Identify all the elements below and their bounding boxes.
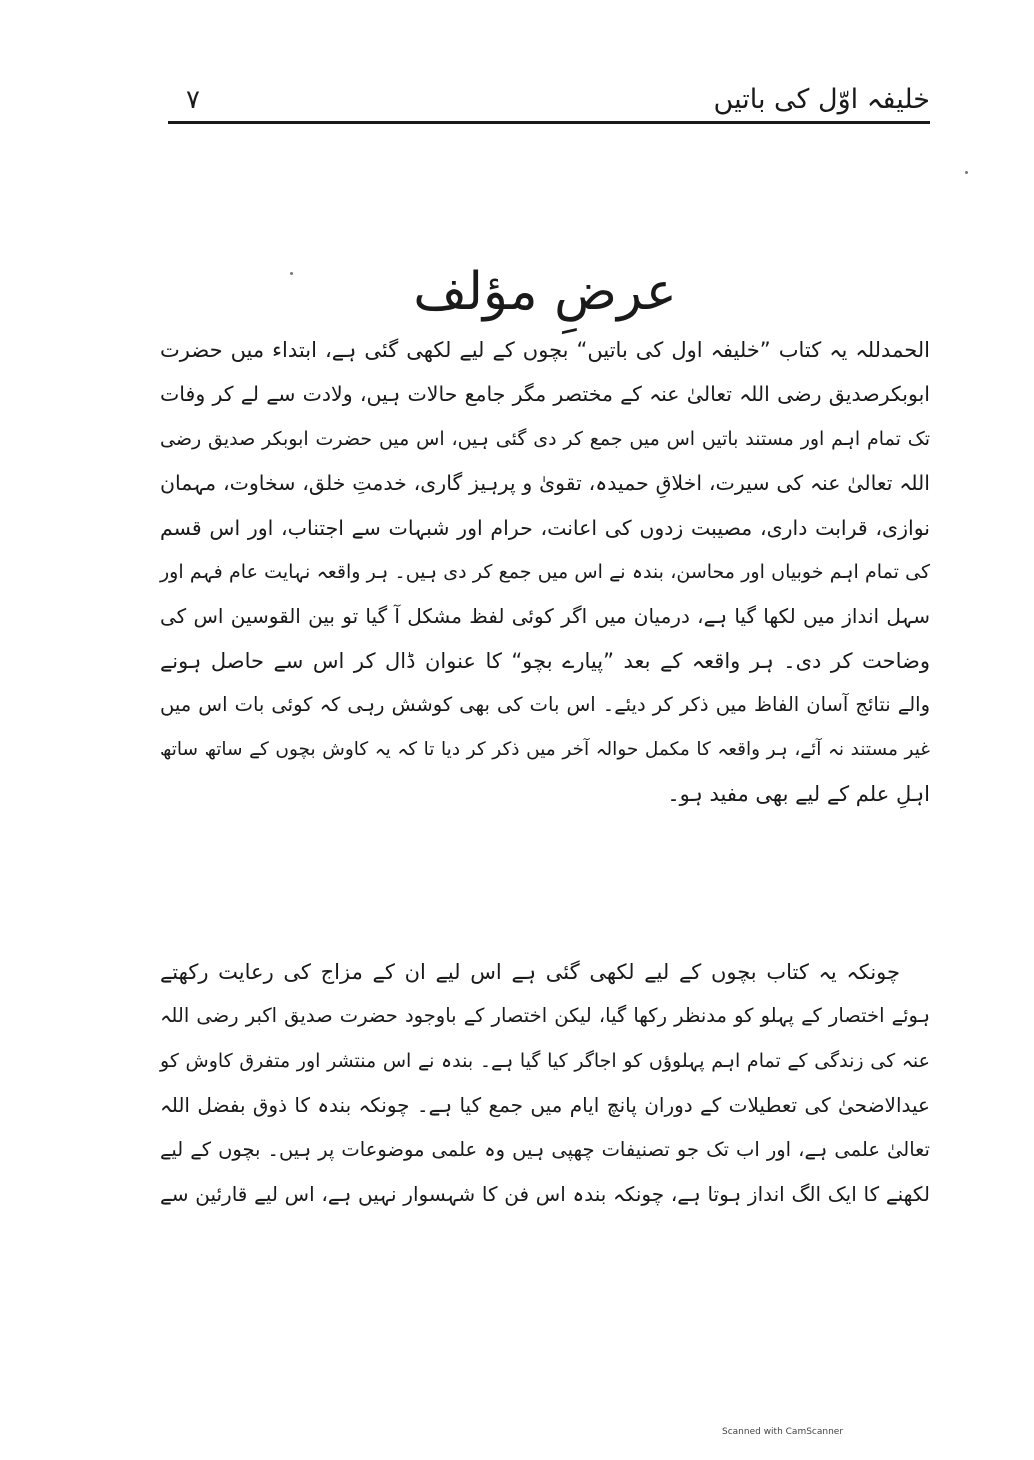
running-title: خلیفہ اوّل کی باتیں: [713, 84, 930, 115]
chapter-title: عرضِ مؤلف: [413, 261, 677, 322]
running-header: [168, 80, 930, 120]
text-line: اللہ تعالیٰ عنہ کی سیرت، اخلاقِ حمیدہ، تقویٰ و پرہیز گاری، خدمتِ خلق، سخاوت، مہمان: [160, 471, 930, 496]
body-text: [160, 328, 930, 1262]
text-line: والے نتائج آسان الفاظ میں ذکر کر دیئے۔ اس بات کی بھی کوشش رہی کہ کوئی بات اس میں: [160, 693, 930, 717]
text-line: عنہ کی زندگی کے تمام اہم پہلوؤں کو اجاگر کیا گیا ہے۔ بندہ نے اس منتشر اور متفرق کاوش کو: [160, 1049, 930, 1072]
scan-speck: [965, 171, 968, 174]
text-line: کی تمام اہم خوبیاں اور محاسن، بندہ نے اس میں جمع کر دی ہیں۔ ہر واقعہ نہایت عام فہم اور: [160, 560, 930, 583]
text-line: عیدالاضحیٰ کی تعطیلات کے دوران پانچ ایام میں جمع کیا ہے۔ چونکہ بندہ کا ذوق بفضل اللہ: [160, 1093, 930, 1118]
text-line: اہلِ علم کے لیے بھی مفید ہو۔: [667, 781, 930, 806]
text-line: الحمدللہ یہ کتاب ”خلیفہ اول کی باتیں“ بچوں کے لیے لکھی گئی ہے، ابتداء میں حضرت: [160, 338, 930, 362]
paragraph-2: [160, 950, 930, 1262]
text-line: سہل انداز میں لکھا گیا ہے، درمیان میں اگر کوئی لفظ مشکل آ گیا تو بین القوسین اس کی: [160, 604, 930, 629]
text-line: ہوئے اختصار کے پہلو کو مدنظر رکھا گیا، لیکن اختصار کے باوجود حضرت صدیق اکبر رضی اللہ: [160, 1004, 930, 1028]
text-line: ابوبکرصدیق رضی اللہ تعالیٰ عنہ کے مختصر مگر جامع حالات ہیں، ولادت سے لے کر وفات: [160, 382, 930, 407]
page-number: ۷: [186, 85, 200, 115]
text-line: وضاحت کر دی۔ ہر واقعہ کے بعد ”پیارے بچو“ کا عنوان ڈال کر اس سے حاصل ہونے: [160, 648, 930, 673]
text-line: تک تمام اہم اور مستند باتیں اس میں جمع کر دی گئی ہیں، اس میں حضرت ابوبکر صدیق رضی: [160, 427, 930, 450]
text-line: تعالیٰ علمی ہے، اور اب تک جو تصنیفات چھپی ہیں وہ علمی موضوعات پر ہیں۔ بچوں کے لیے: [160, 1137, 930, 1161]
paragraph-1: [160, 328, 930, 950]
text-line: لکھنے کا ایک الگ انداز ہوتا ہے، چونکہ بندہ اس فن کا شہسوار نہیں ہے، اس لیے قارئین سے: [160, 1181, 930, 1206]
text-line: چونکہ یہ کتاب بچوں کے لیے لکھی گئی ہے اس لیے ان کے مزاج کی رعایت رکھتے: [160, 960, 900, 984]
header-rule: [168, 121, 930, 124]
scanner-watermark: Scanned with CamScanner: [722, 1427, 844, 1437]
scan-speck: [290, 272, 293, 275]
text-line: نوازی، قرابت داری، مصیبت زدوں کی اعانت، حرام اور شبہات سے اجتناب، اور اس قسم: [160, 515, 930, 540]
text-line: غیر مستند نہ آئے، ہر واقعہ کا مکمل حوالہ آخر میں ذکر کر دیا تا کہ یہ کاوش بچوں کے ساتھ ساتھ: [160, 738, 930, 760]
